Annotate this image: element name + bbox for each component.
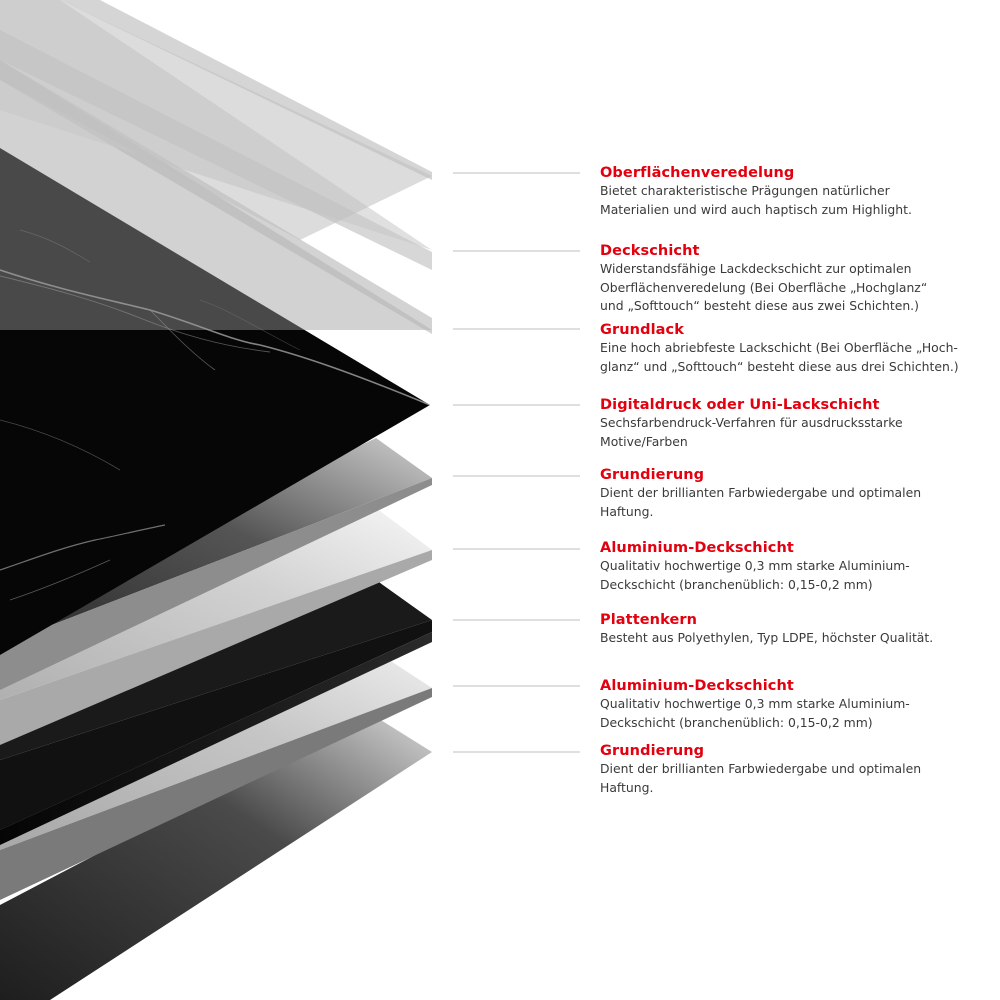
layer-label-grundlack (600, 321, 990, 376)
layer-description: Qualitativ hochwertige 0,3 mm starke Aluminium- Deckschicht (branchenüblich: 0,15-0,2 mm) (600, 696, 910, 730)
layer-label-grundierung-top (600, 466, 990, 521)
layer-title: Aluminium-Deckschicht (600, 540, 794, 556)
layer-label-deckschicht (600, 242, 990, 316)
layer-title: Grundlack (600, 322, 684, 338)
layer-description: Dient der brillianten Farbwiedergabe und optimalen Haftung. (600, 485, 922, 519)
layer-label-oberflaechenveredelung (600, 164, 990, 219)
layer-title: Grundierung (600, 743, 705, 759)
layer-title: Deckschicht (600, 243, 700, 259)
layer-title: Aluminium-Deckschicht (600, 678, 794, 694)
leader-lines (453, 173, 580, 752)
layer-title: Grundierung (600, 467, 705, 483)
layer-description: Eine hoch abriebfeste Lackschicht (Bei Oberfläche „Hoch- glanz“ und „Softtouch“ besteht diese aus drei Schichten.) (600, 340, 959, 374)
layer-title: Plattenkern (600, 612, 698, 628)
layer-label-plattenkern (600, 611, 990, 648)
layer-description: Qualitativ hochwertige 0,3 mm starke Aluminium- Deckschicht (branchenüblich: 0,15-0,2 mm) (600, 558, 910, 592)
layer-title: Digitaldruck oder Uni-Lackschicht (600, 397, 880, 413)
layer-description: Widerstandsfähige Lackdeckschicht zur optimalen Oberflächenveredelung (Bei Oberfläche „Hochglanz“ und „Softtouch“ besteht diese aus zwei Schichten.) (600, 261, 928, 313)
layer-description: Sechsfarbendruck-Verfahren für ausdrucksstarke Motive/Farben (600, 415, 903, 449)
layer-label-aluminium-bottom (600, 677, 990, 732)
layer-description: Besteht aus Polyethylen, Typ LDPE, höchster Qualität. (600, 630, 934, 645)
layer-title: Oberflächenveredelung (600, 165, 795, 181)
layer-label-grundierung-bottom (600, 742, 990, 797)
layer-description: Dient der brillianten Farbwiedergabe und optimalen Haftung. (600, 761, 922, 795)
layer-description: Bietet charakteristische Prägungen natürlicher Materialien und wird auch haptisch zum Highlight. (600, 183, 912, 217)
layer-label-digitaldruck (600, 396, 990, 451)
layer-label-aluminium-top (600, 539, 990, 594)
